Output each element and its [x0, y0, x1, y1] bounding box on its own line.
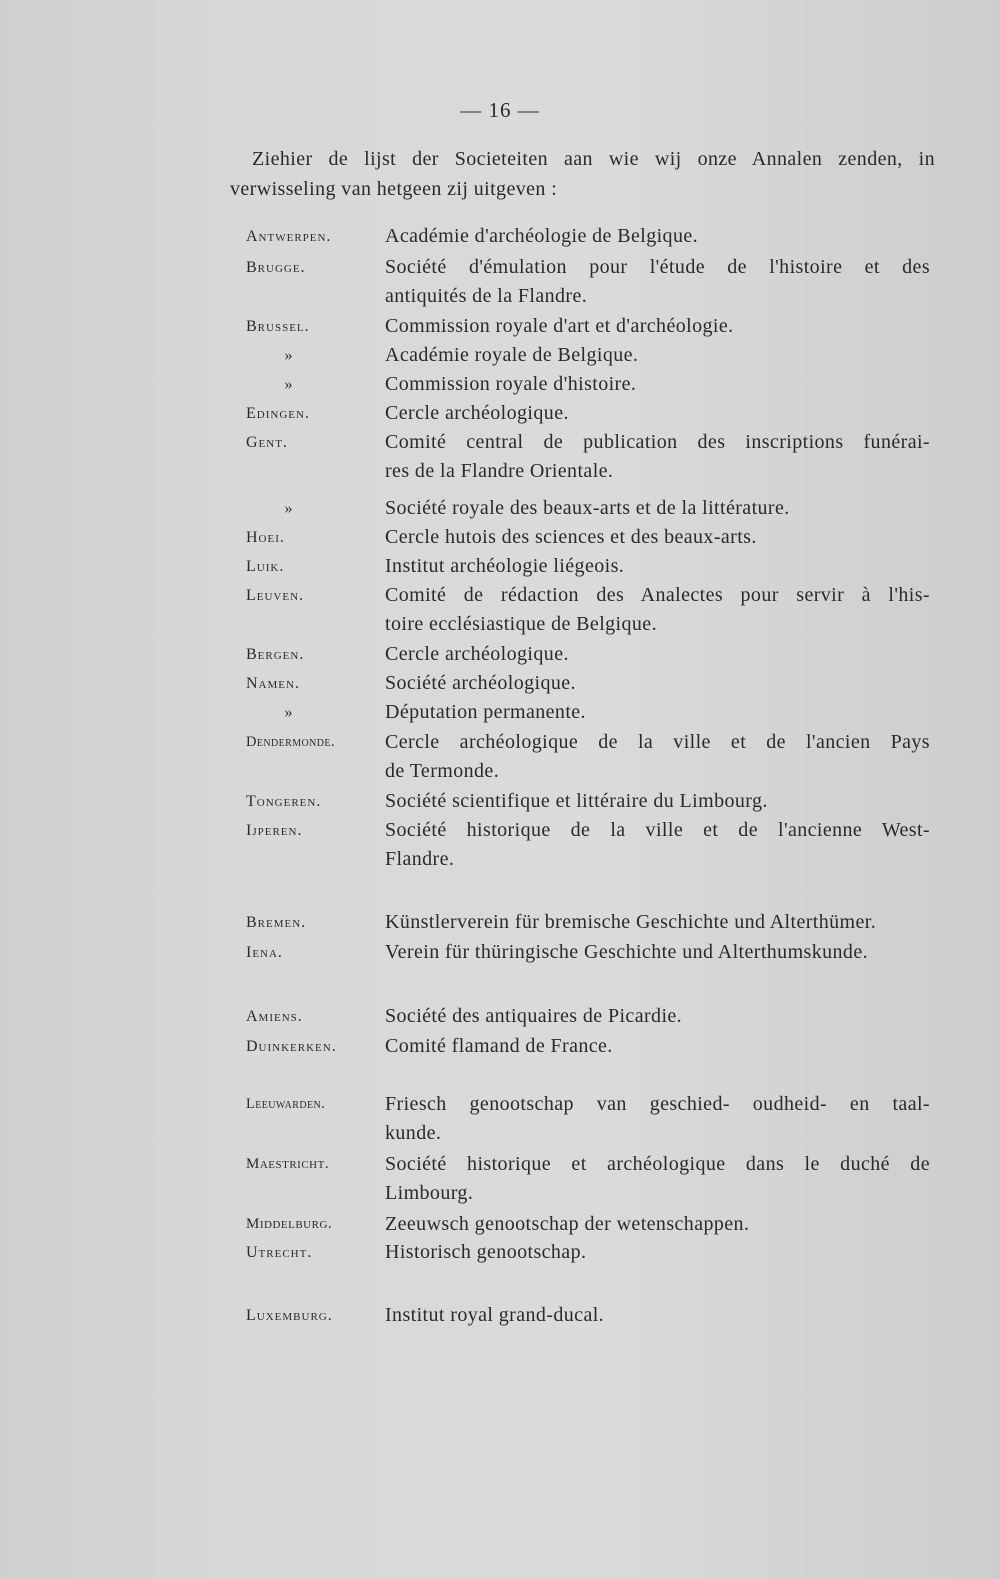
institution-name: Comité central de publication des inscriptions funérai- res de la Flandre Orientale. [385, 431, 930, 482]
institution-name: Société royale des beaux-arts et de la littérature. [385, 497, 790, 519]
city-name: Dendermonde. [246, 734, 335, 750]
city-name: Iena. [246, 944, 283, 961]
city-name: Brugge. [246, 259, 306, 276]
city-name: Edingen. [246, 405, 310, 422]
institution-name: Commission royale d'histoire. [385, 373, 637, 395]
city-name: Middelburg. [246, 1216, 333, 1232]
institution-name: Société scientifique et littéraire du Limbourg. [385, 790, 768, 812]
institution-name: Députation permanente. [385, 701, 586, 723]
city-name: Luik. [246, 558, 285, 575]
institution-name: Institut archéologie liégeois. [385, 555, 625, 577]
city-name: Amiens. [246, 1008, 303, 1025]
institution-name: Société historique de la ville et de l'ancienne West- Flandre. [385, 819, 930, 870]
city-name: Duinkerken. [246, 1038, 337, 1055]
institution-name: Comité flamand de France. [385, 1035, 613, 1057]
city-name: Ijperen. [246, 822, 303, 839]
institution-name: Cercle hutois des sciences et des beaux-arts. [385, 526, 757, 548]
city-name: Bremen. [246, 914, 307, 931]
intro-line: verwisseling van hetgeen zij uitgeven : [230, 178, 558, 200]
city-name: Namen. [246, 675, 300, 692]
institution-name: Künstlerverein für bremische Geschichte und Alterthümer. [385, 911, 877, 933]
page-number: — 16 — [460, 98, 540, 122]
institution-name: Académie d'archéologie de Belgique. [385, 225, 699, 247]
intro-paragraph [230, 144, 935, 204]
institution-name: Zeeuwsch genootschap der wetenschappen. [385, 1213, 750, 1235]
intro-line: Ziehier de lijst der Societeiten aan wie wij onze Annalen zenden, in [252, 148, 935, 170]
institution-name: Comité de rédaction des Analectes pour servir à l'his- toire ecclésiastique de Belgique. [385, 584, 930, 635]
ditto-mark: » [284, 704, 294, 721]
city-name: Brussel. [246, 318, 310, 335]
city-name: Leuven. [246, 587, 305, 604]
city-name: Hoei. [246, 529, 285, 546]
institution-name: Cercle archéologique. [385, 402, 569, 424]
institution-name: Cercle archéologique de la ville et de l'ancien Pays de Termonde. [385, 731, 930, 782]
city-name: Bergen. [246, 646, 305, 663]
ditto-mark: » [284, 347, 294, 364]
institution-name: Académie royale de Belgique. [385, 344, 639, 366]
ditto-mark: » [284, 376, 294, 393]
city-name: Antwerpen. [246, 228, 332, 245]
institution-name: Société archéologique. [385, 672, 576, 694]
city-name: Utrecht. [246, 1244, 313, 1261]
city-name: Maestricht. [246, 1156, 330, 1172]
institution-name: Société des antiquaires de Picardie. [385, 1005, 683, 1027]
institution-name: Historisch genootschap. [385, 1241, 587, 1263]
institution-name: Institut royal grand-ducal. [385, 1304, 605, 1326]
institution-name: Friesch genootschap van geschied- oudheid- en taal- kunde. [385, 1093, 930, 1144]
institution-name: Commission royale d'art et d'archéologie. [385, 315, 734, 337]
institution-name: Société historique et archéologique dans le duché de Limbourg. [385, 1153, 930, 1204]
city-name: Tongeren. [246, 793, 322, 810]
institution-name: Cercle archéologique. [385, 643, 569, 665]
city-name: Leeuwarden. [246, 1096, 326, 1112]
city-name: Gent. [246, 434, 288, 451]
city-name: Luxemburg. [246, 1307, 333, 1324]
ditto-mark: » [284, 500, 294, 517]
institution-name: Société d'émulation pour l'étude de l'histoire et des antiquités de la Flandre. [385, 256, 930, 307]
institution-name: Verein für thüringische Geschichte und Alterthumskunde. [385, 941, 868, 963]
